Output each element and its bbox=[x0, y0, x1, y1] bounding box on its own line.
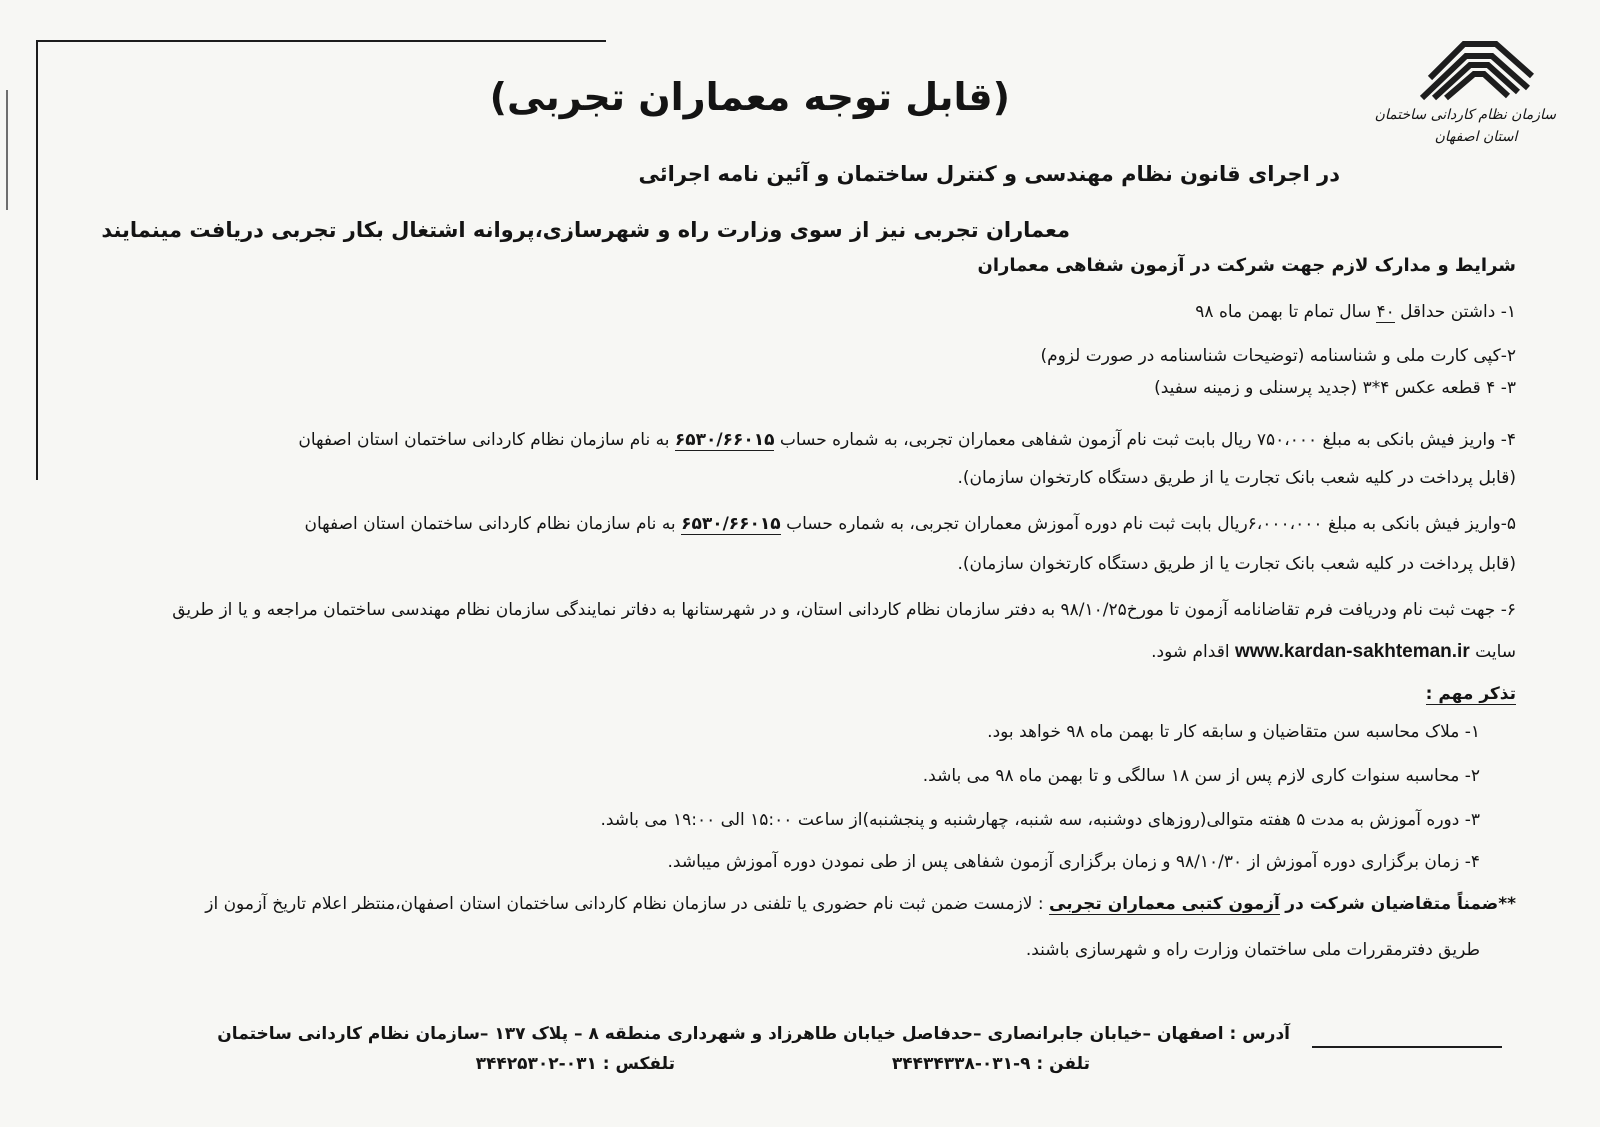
conditions-heading: شرایط و مدارک لازم جهت شرکت در آزمون شفاهی معماران bbox=[977, 255, 1516, 276]
notice-item-2: ۲- محاسبه سنوات کاری لازم پس از سن ۱۸ سالگی و تا بهمن ماه ۹۸ می باشد. bbox=[922, 766, 1480, 786]
footnote-bold: **ضمناً متقاضیان شرکت در bbox=[1285, 894, 1516, 914]
condition-item-5 bbox=[305, 510, 1516, 538]
logo-org-name: سازمان نظام کاردانی ساختمان bbox=[1374, 107, 1556, 123]
site-label: سایت bbox=[1475, 642, 1516, 662]
footer-phone: تلفن : ۹-۰۳۱-۳۴۴۳۴۳۳۸ bbox=[891, 1054, 1090, 1074]
footnote-line-1 bbox=[205, 890, 1516, 918]
condition-4-account-number: ۶۵۳۰/۶۶۰۱۵ bbox=[674, 430, 775, 450]
footnote-line-2: طریق دفترمقررات ملی ساختمان وزارت راه و شهرسازی باشند. bbox=[1025, 940, 1480, 960]
logo-emblem-icon bbox=[1416, 34, 1536, 104]
condition-item-6-site bbox=[1151, 638, 1516, 666]
condition-5-part-1: ۵-واریز فیش بانکی به مبلغ ۶،۰۰۰،۰۰۰ریال بابت ثبت نام دوره آموزش معماران تجربی، به شماره حساب bbox=[786, 514, 1516, 534]
condition-item-4 bbox=[298, 426, 1516, 454]
condition-1-suffix: سال تمام تا بهمن ماه ۹۸ bbox=[1195, 302, 1372, 322]
condition-item-5-note: (قابل پرداخت در کلیه شعب بانک تجارت یا از طریق دستگاه کارتخوان سازمان). bbox=[957, 554, 1516, 574]
organization-logo bbox=[1374, 34, 1556, 184]
intro-line-2: معماران تجربی نیز از سوی وزارت راه و شهرسازی،پروانه اشتغال بکار تجربی دریافت مینمایند bbox=[101, 218, 1070, 242]
frame-left-border bbox=[36, 40, 38, 480]
site-action: اقدام شود. bbox=[1151, 642, 1230, 662]
condition-4-part-2: به نام سازمان نظام کاردانی ساختمان استان اصفهان bbox=[298, 430, 670, 450]
footer-rule bbox=[1312, 1046, 1502, 1048]
notice-item-3: ۳- دوره آموزش به مدت ۵ هفته متوالی(روزهای دوشنبه، سه شنبه، چهارشنبه و پنجشنبه)از ساعت ۱۵:۰۰ الی ۱۹:۰۰ می باشد. bbox=[600, 810, 1480, 830]
page-title: (قابل توجه معماران تجربی) bbox=[489, 75, 1010, 119]
notice-item-4: ۴- زمان برگزاری دوره آموزش از ۹۸/۱۰/۳۰ و زمان برگزاری آزمون شفاهی پس از طی نمودن دوره آموزش میباشد. bbox=[667, 852, 1480, 872]
condition-1-prefix: ۱- داشتن حداقل bbox=[1400, 302, 1516, 322]
condition-item-3: ۳- ۴ قطعه عکس ۴*۳ (جدید پرسنلی و زمینه سفید) bbox=[1154, 378, 1516, 398]
footnote-underlined: آزمون کتبی معماران تجربی bbox=[1049, 894, 1280, 914]
condition-item-1 bbox=[1195, 298, 1516, 326]
condition-1-age: ۴۰ bbox=[1376, 302, 1395, 322]
notice-item-1: ۱- ملاک محاسبه سن متقاضیان و سابقه کار تا بهمن ماه ۹۸ خواهد بود. bbox=[987, 722, 1480, 742]
frame-top-border bbox=[36, 40, 606, 42]
condition-5-account-number: ۶۵۳۰/۶۶۰۱۵ bbox=[681, 514, 781, 534]
scan-edge-mark bbox=[6, 90, 8, 210]
footnote-rest: : لازمست ضمن ثبت نام حضوری یا تلفنی در سازمان نظام کاردانی ساختمان استان اصفهان،منتظر اعلام تاریخ آزمون از bbox=[205, 894, 1044, 914]
condition-item-6: ۶- جهت ثبت نام ودریافت فرم تقاضانامه آزمون تا مورخ۹۸/۱۰/۲۵ به دفتر سازمان نظام کاردانی استان، و در شهرستانها به دفاتر نمایندگی سازمان نظام مهندسی ساختمان مراجعه و یا از طریق bbox=[172, 600, 1516, 620]
intro-line-1: در اجرای قانون نظام مهندسی و کنترل ساختمان و آئین نامه اجرائی bbox=[638, 162, 1340, 186]
condition-4-part-1: ۴- واریز فیش بانکی به مبلغ ۷۵۰،۰۰۰ ریال بابت ثبت نام آزمون شفاهی معماران تجربی، به شماره حساب bbox=[779, 430, 1516, 450]
condition-item-2: ۲-کپی کارت ملی و شناسنامه (توضیحات شناسنامه در صورت لزوم) bbox=[1040, 346, 1516, 366]
website-link[interactable]: www.kardan-sakhteman.ir bbox=[1234, 641, 1470, 662]
condition-item-4-note: (قابل پرداخت در کلیه شعب بانک تجارت یا از طریق دستگاه کارتخوان سازمان). bbox=[957, 468, 1516, 488]
notice-heading bbox=[1426, 680, 1516, 708]
footer-fax: تلفکس : ۰۳۱-۳۴۴۲۵۳۰۲ bbox=[475, 1054, 675, 1074]
condition-5-part-2: به نام سازمان نظام کاردانی ساختمان استان اصفهان bbox=[304, 514, 676, 534]
notice-heading-text: تذکر مهم : bbox=[1425, 684, 1516, 704]
footer-address: آدرس : اصفهان –خیابان جابرانصاری –حدفاصل خیابان طاهرزاد و شهرداری منطقه ۸ – پلاک ۱۳۷ –سازمان نظام کاردانی ساختمان bbox=[217, 1024, 1290, 1044]
logo-province: استان اصفهان bbox=[1434, 129, 1518, 145]
